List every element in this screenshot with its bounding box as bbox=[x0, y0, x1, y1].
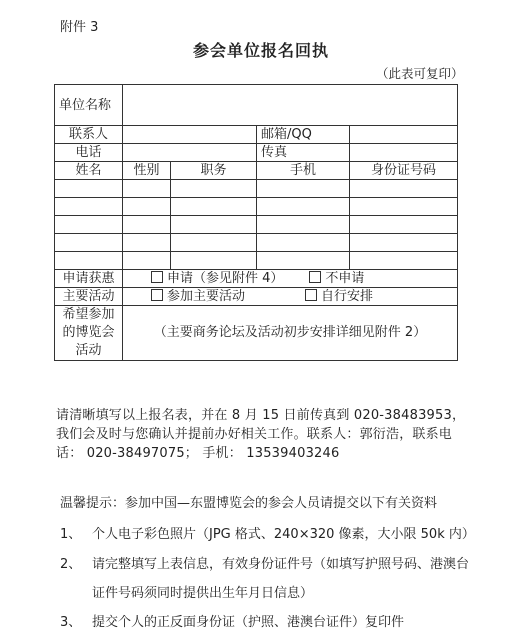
activity-main-checkbox[interactable] bbox=[151, 289, 163, 301]
gender-cell[interactable] bbox=[123, 216, 171, 234]
position-cell[interactable] bbox=[171, 234, 257, 252]
table-row bbox=[55, 252, 458, 270]
activity-options bbox=[123, 288, 458, 306]
gender-cell[interactable] bbox=[123, 198, 171, 216]
apply-row bbox=[55, 270, 458, 288]
attachment-label: 附件 3 bbox=[60, 20, 99, 35]
tip-text: 个人电子彩色照片（JPG 格式、240×320 像素，大小限 50k 内） bbox=[92, 527, 475, 542]
tip-text-continued: 证件号码须同时提供出生年月日信息） bbox=[92, 586, 314, 601]
col-mobile: 手机 bbox=[257, 162, 350, 180]
mobile-cell[interactable] bbox=[257, 252, 350, 270]
contact-label: 联系人 bbox=[55, 126, 123, 144]
position-cell[interactable] bbox=[171, 198, 257, 216]
position-cell[interactable] bbox=[171, 252, 257, 270]
unit-name-row bbox=[55, 85, 458, 126]
contact-field[interactable] bbox=[123, 126, 257, 144]
gender-cell[interactable] bbox=[123, 180, 171, 198]
tip-text: 请完整填写上表信息，有效身份证件号（如填写护照号码、港澳台 bbox=[92, 557, 470, 572]
phone-row bbox=[55, 144, 458, 162]
activity-self-label: 自行安排 bbox=[321, 289, 374, 304]
id-cell[interactable] bbox=[350, 180, 458, 198]
activity-main-label: 参加主要活动 bbox=[167, 289, 246, 304]
col-name: 姓名 bbox=[55, 162, 123, 180]
fax-label: 传真 bbox=[257, 144, 350, 162]
apply-yes-checkbox[interactable] bbox=[151, 271, 163, 283]
apply-options bbox=[123, 270, 458, 288]
apply-no-label: 不申请 bbox=[325, 271, 365, 286]
activity-row bbox=[55, 288, 458, 306]
contact-row bbox=[55, 126, 458, 144]
gender-cell[interactable] bbox=[123, 252, 171, 270]
name-cell[interactable] bbox=[55, 198, 123, 216]
hope-note: （主要商务论坛及活动初步安排详细见附件 2） bbox=[123, 306, 458, 361]
phone-field[interactable] bbox=[123, 144, 257, 162]
apply-label: 申请获惠 bbox=[55, 270, 123, 288]
name-cell[interactable] bbox=[55, 234, 123, 252]
table-row bbox=[55, 180, 458, 198]
col-id-number: 身份证号码 bbox=[350, 162, 458, 180]
column-header-row bbox=[55, 162, 458, 180]
table-row bbox=[55, 234, 458, 252]
tip-text: 提交个人的正反面身份证（护照、港澳台证件）复印件 bbox=[92, 615, 405, 630]
tips-heading: 温馨提示：参加中国—东盟博览会的参会人员请提交以下有关资料 bbox=[60, 496, 438, 511]
col-gender: 性别 bbox=[123, 162, 171, 180]
position-cell[interactable] bbox=[171, 216, 257, 234]
unit-name-field[interactable] bbox=[123, 85, 458, 126]
table-row bbox=[55, 216, 458, 234]
position-cell[interactable] bbox=[171, 180, 257, 198]
mobile-cell[interactable] bbox=[257, 234, 350, 252]
id-cell[interactable] bbox=[350, 234, 458, 252]
notice-text: 请清晰填写以上报名表，并在 8 月 15 日前传真到 020-38483953，我们会及时与您确认并提前办好相关工作。联系人：郭衍浩，联系电话： 020-38497075； 手机： 13539403246 bbox=[56, 408, 466, 461]
gender-cell[interactable] bbox=[123, 234, 171, 252]
hope-label: 希望参加的博览会活动 bbox=[55, 306, 123, 361]
name-cell[interactable] bbox=[55, 252, 123, 270]
name-cell[interactable] bbox=[55, 180, 123, 198]
registration-form bbox=[54, 84, 458, 361]
hope-row bbox=[55, 306, 458, 361]
fax-field[interactable] bbox=[350, 144, 458, 162]
tip-number: 2、 bbox=[60, 557, 82, 572]
copy-note: （此表可复印） bbox=[376, 66, 464, 81]
email-label: 邮箱/QQ bbox=[257, 126, 350, 144]
apply-no-checkbox[interactable] bbox=[309, 271, 321, 283]
activity-label: 主要活动 bbox=[55, 288, 123, 306]
name-cell[interactable] bbox=[55, 216, 123, 234]
table-row bbox=[55, 198, 458, 216]
page-title: 参会单位报名回执 bbox=[192, 41, 329, 60]
mobile-cell[interactable] bbox=[257, 198, 350, 216]
unit-name-label: 单位名称 bbox=[55, 85, 123, 126]
id-cell[interactable] bbox=[350, 216, 458, 234]
activity-self-checkbox[interactable] bbox=[305, 289, 317, 301]
id-cell[interactable] bbox=[350, 198, 458, 216]
email-field[interactable] bbox=[350, 126, 458, 144]
phone-label: 电话 bbox=[55, 144, 123, 162]
id-cell[interactable] bbox=[350, 252, 458, 270]
tip-number: 3、 bbox=[60, 615, 82, 630]
col-position: 职务 bbox=[171, 162, 257, 180]
apply-yes-label: 申请（参见附件 4） bbox=[167, 271, 284, 286]
tip-number: 1、 bbox=[60, 527, 82, 542]
mobile-cell[interactable] bbox=[257, 180, 350, 198]
mobile-cell[interactable] bbox=[257, 216, 350, 234]
